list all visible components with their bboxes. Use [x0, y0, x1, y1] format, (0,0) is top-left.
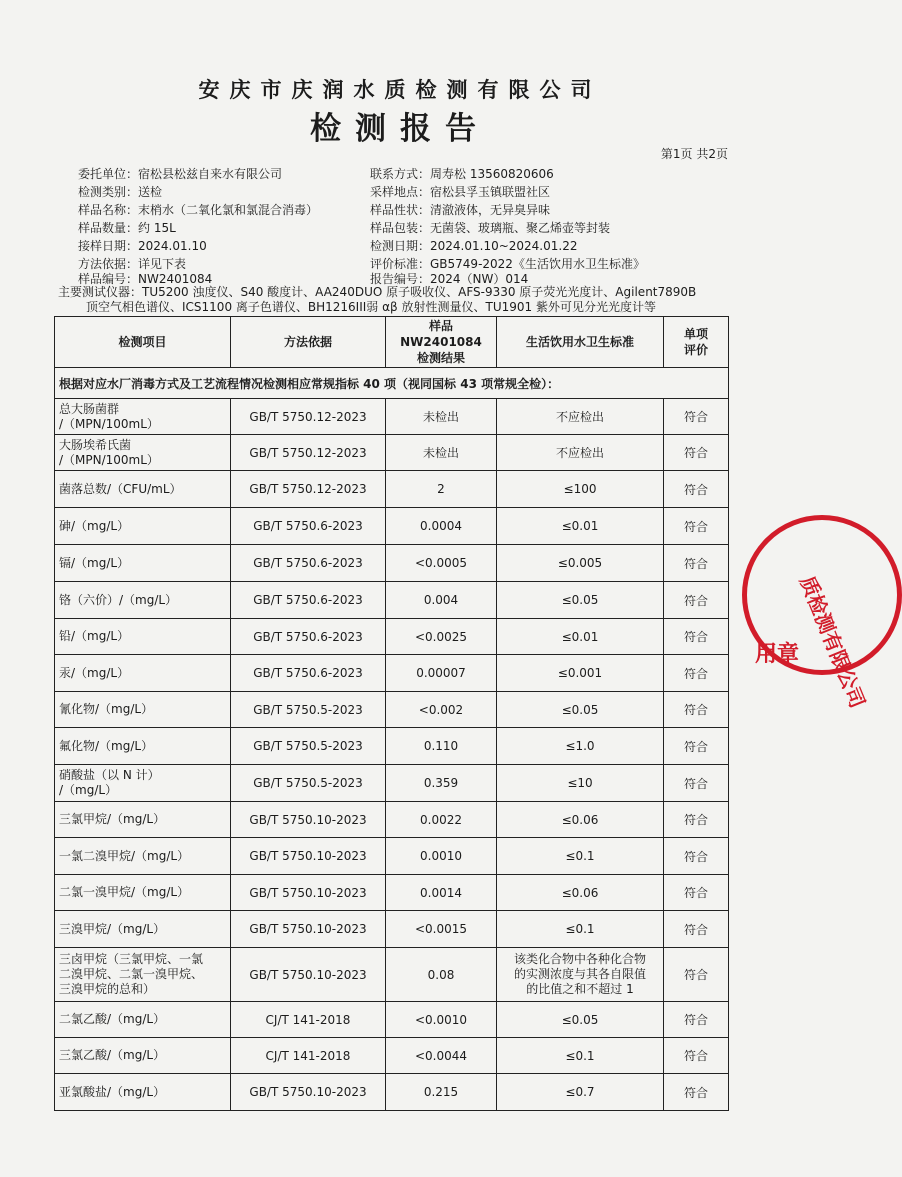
info-test-date: 检测日期：2024.01.10~2024.01.22 — [370, 239, 578, 253]
page-number: 第1页 共2页 — [660, 147, 728, 161]
cell-result: 0.0022 — [386, 802, 497, 838]
cell-standard: ≤0.1 — [497, 911, 664, 948]
table-row — [55, 655, 729, 692]
header-eval — [664, 317, 729, 368]
cell-method: GB/T 5750.5-2023 — [231, 692, 386, 728]
cell-item-line: 氰化物/（mg/L） — [59, 702, 154, 716]
info-eval-standard: 评价标准：GB5749-2022《生活饮用水卫生标准》 — [370, 257, 645, 271]
cell-standard: 不应检出 — [497, 435, 664, 471]
cell-result: 0.215 — [386, 1074, 497, 1111]
info-sample-name: 样品名称：末梢水（二氧化氯和氯混合消毒） — [78, 203, 319, 217]
cell-item — [55, 911, 231, 948]
cell-method: CJ/T 141-2018 — [231, 1002, 386, 1038]
cell-item-line: 一氯二溴甲烷/（mg/L） — [59, 848, 190, 863]
cell-item — [55, 875, 231, 911]
cell-eval: 符合 — [664, 655, 729, 692]
cell-eval: 符合 — [664, 692, 729, 728]
header-result — [386, 317, 497, 368]
cell-standard-line: 该类化合物中各种化合物 — [513, 952, 646, 966]
cell-item-line: 三氯甲烷/（mg/L） — [59, 812, 166, 826]
table-row — [55, 692, 729, 728]
cell-standard: ≤1.0 — [497, 728, 664, 765]
cell-result: <0.002 — [386, 692, 497, 728]
cell-result: <0.0010 — [386, 1002, 497, 1038]
cell-result: <0.0015 — [386, 911, 497, 948]
cell-result: 0.004 — [386, 582, 497, 619]
cell-item — [55, 582, 231, 619]
cell-standard: ≤0.1 — [497, 838, 664, 875]
cell-eval: 符合 — [664, 1038, 729, 1074]
cell-eval: 符合 — [664, 1074, 729, 1111]
cell-item — [55, 1038, 231, 1074]
cell-item — [55, 692, 231, 728]
cell-item-line: 菌落总数/（CFU/mL） — [59, 481, 182, 496]
header-method: 方法依据 — [231, 317, 386, 368]
info-receive-date: 接样日期：2024.01.10 — [78, 239, 207, 253]
cell-item — [55, 545, 231, 582]
cell-standard: ≤0.001 — [497, 655, 664, 692]
cell-item — [55, 948, 231, 1002]
cell-item — [55, 838, 231, 875]
info-contact: 联系方式：周寿松 13560820606 — [370, 167, 554, 181]
table-row — [55, 765, 729, 802]
cell-result: 0.359 — [386, 765, 497, 802]
cell-standard: ≤0.05 — [497, 582, 664, 619]
info-sample-id: 样品编号：NW2401084 — [78, 272, 213, 286]
cell-item-line: 铬（六价）/（mg/L） — [59, 592, 178, 607]
cell-method: GB/T 5750.6-2023 — [231, 619, 386, 655]
cell-standard: ≤0.06 — [497, 875, 664, 911]
cell-method: GB/T 5750.12-2023 — [231, 471, 386, 508]
table-row — [55, 911, 729, 948]
cell-standard: ≤0.05 — [497, 1002, 664, 1038]
table-row — [55, 802, 729, 838]
cell-method: GB/T 5750.6-2023 — [231, 508, 386, 545]
cell-method: GB/T 5750.5-2023 — [231, 728, 386, 765]
cell-eval: 符合 — [664, 728, 729, 765]
cell-standard: ≤10 — [497, 765, 664, 802]
cell-standard-line: 的比值之和不超过 1 — [526, 982, 634, 996]
table-row — [55, 508, 729, 545]
cell-item — [55, 1002, 231, 1038]
table-row — [55, 582, 729, 619]
cell-eval: 符合 — [664, 911, 729, 948]
cell-result: 未检出 — [386, 399, 497, 435]
cell-item — [55, 655, 231, 692]
cell-method: GB/T 5750.10-2023 — [231, 1074, 386, 1111]
cell-result: 0.0010 — [386, 838, 497, 875]
cell-eval: 符合 — [664, 765, 729, 802]
cell-method: GB/T 5750.12-2023 — [231, 435, 386, 471]
cell-standard: ≤0.005 — [497, 545, 664, 582]
cell-eval: 符合 — [664, 435, 729, 471]
cell-result: 0.0014 — [386, 875, 497, 911]
cell-item-line: 二氯乙酸/（mg/L） — [59, 1012, 166, 1026]
note-text: 根据对应水厂消毒方式及工艺流程情况检测相应常规指标 40 项（视同国标 43 项常规全检）： — [55, 368, 729, 399]
header-result-line1: 样品 NW2401084 — [400, 319, 482, 349]
report-title: 检测报告 — [310, 111, 490, 147]
seal-text: 质检测有限公司 — [795, 572, 870, 712]
info-sample-package: 样品包装：无菌袋、玻璃瓶、聚乙烯壶等封装 — [370, 221, 611, 235]
cell-result: <0.0025 — [386, 619, 497, 655]
cell-eval: 符合 — [664, 582, 729, 619]
cell-result: 2 — [386, 471, 497, 508]
results-table — [54, 316, 729, 1111]
info-method-basis: 方法依据：详见下表 — [78, 257, 187, 271]
table-row — [55, 1002, 729, 1038]
cell-eval: 符合 — [664, 508, 729, 545]
header-eval-line1: 单项 — [683, 327, 708, 341]
cell-method: CJ/T 141-2018 — [231, 1038, 386, 1074]
cell-standard: ≤0.01 — [497, 508, 664, 545]
cell-item-line: 硝酸盐（以 N 计） — [59, 768, 160, 782]
cell-standard: ≤0.01 — [497, 619, 664, 655]
cell-item — [55, 619, 231, 655]
cell-item-line: 总大肠菌群 — [59, 401, 120, 416]
cell-method: GB/T 5750.10-2023 — [231, 875, 386, 911]
cell-item-line: 三溴甲烷/（mg/L） — [59, 921, 166, 936]
table-row — [55, 728, 729, 765]
cell-method: GB/T 5750.6-2023 — [231, 582, 386, 619]
instruments-line-1: 主要测试仪器：TU5200 浊度仪、S40 酸度计、AA240DUO 原子吸收仪、AFS-9330 原子荧光光度计、Agilent7890B — [58, 285, 697, 299]
seal-tail-text: 用章 — [755, 642, 800, 667]
cell-method: GB/T 5750.10-2023 — [231, 838, 386, 875]
cell-result: <0.0005 — [386, 545, 497, 582]
cell-eval: 符合 — [664, 838, 729, 875]
cell-item-line: 镉/（mg/L） — [59, 555, 130, 570]
table-row — [55, 948, 729, 1002]
cell-item-line: 三卤甲烷（三氯甲烷、一氯 — [59, 952, 204, 966]
note-row — [55, 368, 729, 399]
cell-item-line: 砷/（mg/L） — [59, 518, 130, 533]
cell-item-line: 铅/（mg/L） — [59, 629, 130, 643]
info-sampling-site: 采样地点：宿松县孚玉镇联盟社区 — [370, 185, 551, 199]
cell-item-line: 氟化物/（mg/L） — [59, 738, 154, 753]
cell-item — [55, 508, 231, 545]
cell-result: 0.00007 — [386, 655, 497, 692]
table-row — [55, 1074, 729, 1111]
cell-item — [55, 802, 231, 838]
cell-standard: ≤0.06 — [497, 802, 664, 838]
cell-eval: 符合 — [664, 471, 729, 508]
table-row — [55, 1038, 729, 1074]
table-row — [55, 838, 729, 875]
cell-standard: 不应检出 — [497, 399, 664, 435]
cell-item-line: /（mg/L） — [59, 783, 118, 797]
cell-eval: 符合 — [664, 619, 729, 655]
official-seal — [742, 515, 902, 712]
cell-item-line: 三溴甲烷的总和） — [59, 982, 156, 996]
cell-standard — [497, 948, 664, 1002]
cell-item-line: 二溴甲烷、二氯一溴甲烷、 — [59, 967, 204, 981]
cell-item — [55, 728, 231, 765]
info-client: 委托单位：宿松县松兹自来水有限公司 — [78, 167, 283, 181]
cell-result: <0.0044 — [386, 1038, 497, 1074]
cell-item-line: /（MPN/100mL） — [59, 416, 159, 431]
cell-eval: 符合 — [664, 802, 729, 838]
cell-result: 0.08 — [386, 948, 497, 1002]
cell-item-line: 三氯乙酸/（mg/L） — [59, 1048, 166, 1062]
cell-item-line: 亚氯酸盐/（mg/L） — [59, 1084, 166, 1099]
info-test-type: 检测类别：送检 — [78, 185, 163, 199]
cell-eval: 符合 — [664, 948, 729, 1002]
table-header-row — [55, 317, 729, 368]
cell-standard-line: 的实测浓度与其各自限值 — [513, 967, 646, 981]
cell-method: GB/T 5750.6-2023 — [231, 545, 386, 582]
header-eval-line2: 评价 — [683, 343, 708, 357]
cell-standard: ≤0.1 — [497, 1038, 664, 1074]
header-standard: 生活饮用水卫生标准 — [497, 317, 664, 368]
table-row — [55, 875, 729, 911]
cell-result: 未检出 — [386, 435, 497, 471]
cell-item — [55, 435, 231, 471]
cell-method: GB/T 5750.10-2023 — [231, 802, 386, 838]
table-row — [55, 435, 729, 471]
cell-standard: ≤100 — [497, 471, 664, 508]
cell-item-line: /（MPN/100mL） — [59, 452, 159, 467]
cell-method: GB/T 5750.6-2023 — [231, 655, 386, 692]
cell-method: GB/T 5750.10-2023 — [231, 948, 386, 1002]
info-sample-traits: 样品性状：清澈液体，无异臭异味 — [370, 203, 551, 217]
header-item: 检测项目 — [55, 317, 231, 368]
cell-method: GB/T 5750.10-2023 — [231, 911, 386, 948]
cell-eval: 符合 — [664, 875, 729, 911]
cell-item — [55, 765, 231, 802]
cell-item — [55, 399, 231, 435]
cell-standard: ≤0.7 — [497, 1074, 664, 1111]
cell-item-line: 二氯一溴甲烷/（mg/L） — [59, 885, 190, 899]
cell-eval: 符合 — [664, 1002, 729, 1038]
cell-item-line: 汞/（mg/L） — [59, 665, 130, 680]
table-row — [55, 399, 729, 435]
cell-method: GB/T 5750.5-2023 — [231, 765, 386, 802]
table-row — [55, 619, 729, 655]
company-name: 安庆市庆润水质检测有限公司 — [198, 77, 602, 102]
cell-result: 0.0004 — [386, 508, 497, 545]
header-result-line2: 检测结果 — [416, 351, 465, 365]
cell-standard: ≤0.05 — [497, 692, 664, 728]
instruments-line-2: 顶空气相色谱仪、ICS1100 离子色谱仪、BH1216III弱 αβ 放射性测量仪、TU1901 紫外可见分光光度计等 — [86, 300, 656, 314]
table-row — [55, 545, 729, 582]
cell-result: 0.110 — [386, 728, 497, 765]
cell-eval: 符合 — [664, 399, 729, 435]
cell-method: GB/T 5750.12-2023 — [231, 399, 386, 435]
cell-item-line: 大肠埃希氏菌 — [59, 437, 132, 452]
info-report-id: 报告编号：2024（NW）014 — [370, 272, 529, 286]
table-row — [55, 471, 729, 508]
cell-eval: 符合 — [664, 545, 729, 582]
info-sample-qty: 样品数量：约 15L — [78, 221, 176, 235]
cell-item — [55, 471, 231, 508]
cell-item — [55, 1074, 231, 1111]
